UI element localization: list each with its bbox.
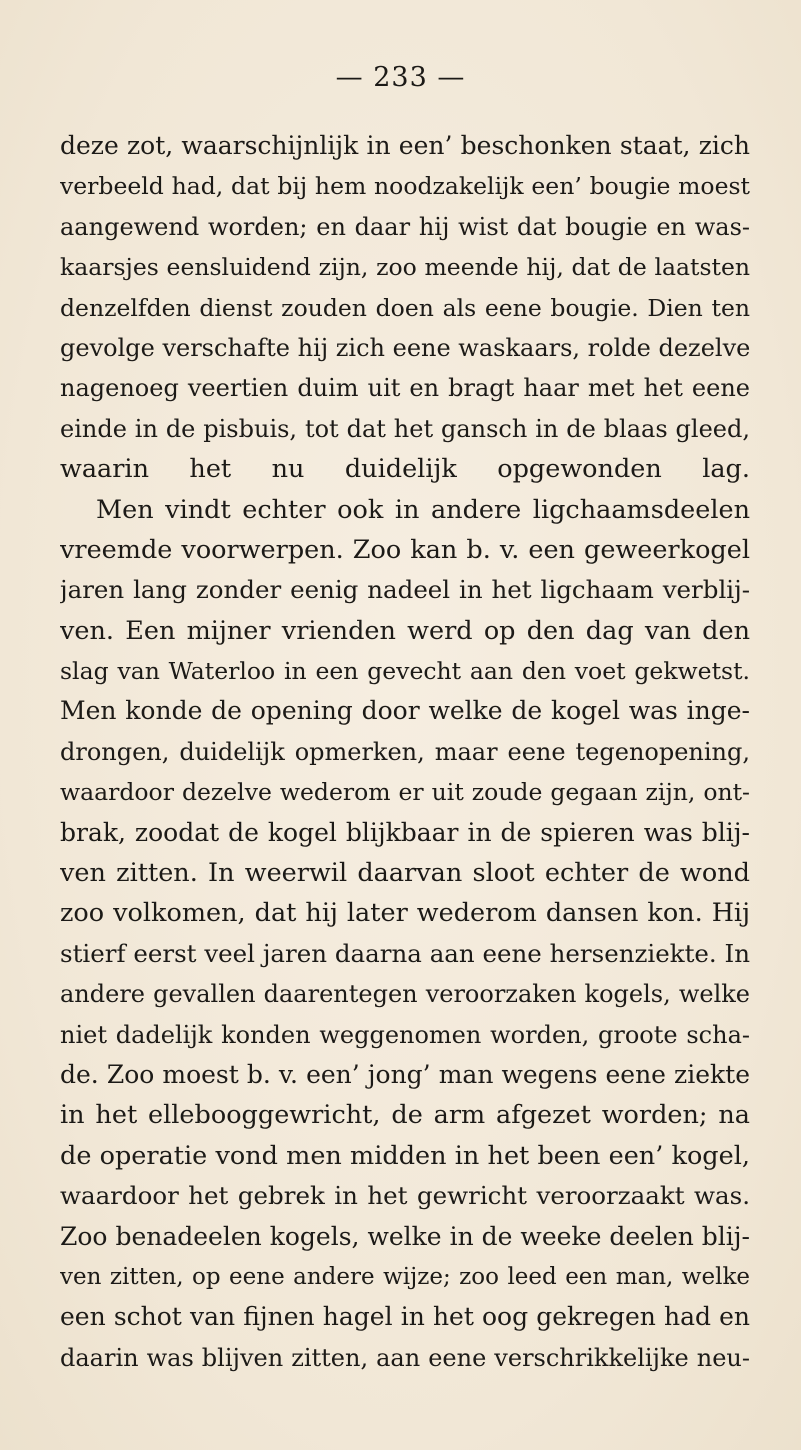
text-line: verbeeld had, dat bij hem noodzakelijk een’ bougie moest — [60, 172, 750, 201]
text-line: jaren lang zonder eenig nadeel in het ligchaam verblij- — [60, 575, 750, 605]
text-line: Men konde de opening door welke de kogel was inge- — [60, 696, 750, 726]
text-line: niet dadelijk konden weggenomen worden, groote scha- — [60, 1020, 750, 1049]
text-line: de operatie vond men midden in het been een’ kogel, — [60, 1140, 750, 1171]
text-line: waardoor dezelve wederom er uit zoude gegaan zijn, ont- — [60, 778, 750, 807]
text-line: in het ellebooggewricht, de arm afgezet worden; na — [60, 1100, 750, 1131]
text-line: Zoo benadeelen kogels, welke in de weeke deelen blij- — [60, 1221, 750, 1251]
text-line: aangewend worden; en daar hij wist dat bougie en was- — [60, 212, 750, 241]
body-text — [60, 126, 750, 1378]
text-line: een schot van fijnen hagel in het oog gekregen had en — [60, 1302, 750, 1332]
text-line: kaarsjes eensluidend zijn, zoo meende hij, dat de laatsten — [60, 253, 750, 282]
text-line: andere gevallen daarentegen veroorzaken kogels, welke — [60, 980, 750, 1009]
page-number: — 233 — — [335, 62, 466, 93]
text-line: denzelfden dienst zouden doen als eene bougie. Dien ten — [60, 293, 750, 322]
text-line: slag van Waterloo in een gevecht aan den voet gekwetst. — [60, 657, 750, 686]
text-line: de. Zoo moest b. v. een’ jong’ man wegens eene ziekte — [60, 1059, 750, 1089]
text-line: daarin was blijven zitten, aan eene verschrikkelijke neu- — [60, 1343, 750, 1372]
text-line: zoo volkomen, dat hij later wederom dansen kon. Hij — [60, 898, 750, 929]
text-line: deze zot, waarschijnlijk in een’ beschonken staat, zich — [60, 131, 750, 160]
text-line: gevolge verschafte hij zich eene waskaars, rolde dezelve — [60, 333, 750, 362]
text-line: nagenoeg veertien duim uit en bragt haar met het eene — [60, 374, 750, 403]
text-line: stierf eerst veel jaren daarna aan eene hersenziekte. In — [60, 938, 750, 968]
text-line: drongen, duidelijk opmerken, maar eene tegenopening, — [60, 737, 750, 766]
text-line: ven zitten. In weerwil daarvan sloot echter de wond — [60, 858, 750, 889]
text-line: einde in de pisbuis, tot dat het gansch in de blaas gleed, — [60, 414, 750, 443]
text-line: waarin het nu duidelijk opgewonden lag. — [60, 454, 750, 485]
text-line: ven zitten, op eene andere wijze; zoo leed een man, welke — [60, 1263, 750, 1290]
text-line: brak, zoodat de kogel blijkbaar in de spieren was blij- — [60, 817, 750, 847]
text-line: ven. Een mijner vrienden werd op den dag van den — [60, 615, 750, 646]
text-line: vreemde voorwerpen. Zoo kan b. v. een geweerkogel — [60, 534, 750, 565]
text-line: Men vindt echter ook in andere ligchaamsdeelen — [96, 494, 750, 525]
text-line: waardoor het gebrek in het gewricht veroorzaakt was. — [60, 1181, 750, 1211]
